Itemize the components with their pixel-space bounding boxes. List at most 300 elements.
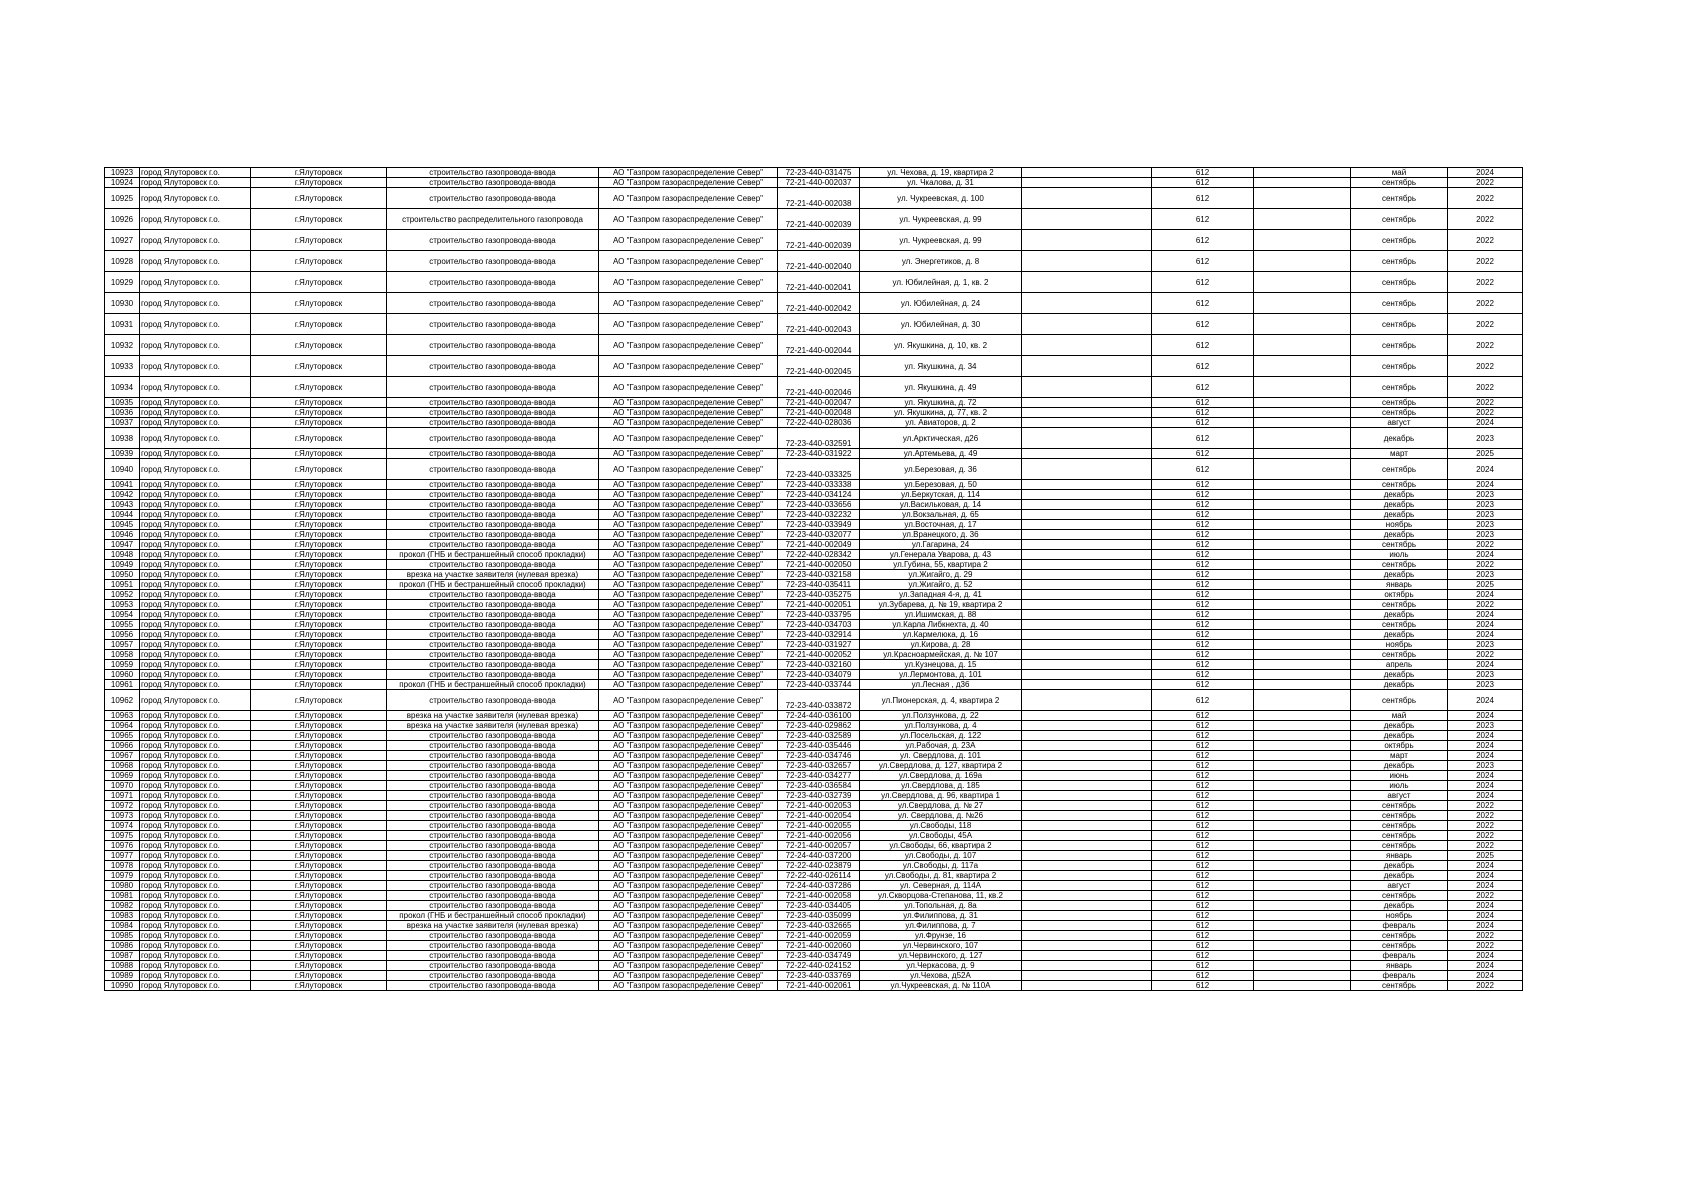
- cell-address: ул.Свердлова, д. 96, квартира 1: [860, 791, 1022, 801]
- cell-empty: [1022, 751, 1152, 761]
- cell-organization: АО "Газпром газораспределение Север": [599, 971, 778, 981]
- cell-year: 2022: [1448, 811, 1523, 821]
- cell-municipality: город Ялуторовск г.о.: [140, 630, 251, 640]
- cell-empty: [1022, 600, 1152, 610]
- cell-address: ул.Лермонтова, д. 101: [860, 670, 1022, 680]
- cell-work-type: строительство газопровода-ввода: [387, 761, 599, 771]
- cell-work-type: строительство газопровода-ввода: [387, 530, 599, 540]
- cell-year: 2024: [1448, 951, 1523, 961]
- table-row: [105, 981, 1523, 991]
- cell-empty: [1022, 951, 1152, 961]
- cell-settlement: г.Ялуторовск: [251, 314, 387, 335]
- cell-settlement: г.Ялуторовск: [251, 781, 387, 791]
- cell-work-type: строительство газопровода-ввода: [387, 630, 599, 640]
- cell-number: 10939: [105, 449, 140, 459]
- cell-work-type: строительство газопровода-ввода: [387, 620, 599, 630]
- cell-address: ул.Свободы, д. 107: [860, 851, 1022, 861]
- cell-settlement: г.Ялуторовск: [251, 831, 387, 841]
- cell-organization: АО "Газпром газораспределение Север": [599, 610, 778, 620]
- cell-organization: АО "Газпром газораспределение Север": [599, 891, 778, 901]
- cell-work-type: строительство газопровода-ввода: [387, 841, 599, 851]
- cell-number: 10966: [105, 741, 140, 751]
- cell-year: 2023: [1448, 570, 1523, 580]
- cell-cadastral-number: 72-23-440-032591: [778, 428, 860, 449]
- cell-settlement: г.Ялуторовск: [251, 490, 387, 500]
- cell-empty: [1022, 209, 1152, 230]
- cell-organization: АО "Газпром газораспределение Север": [599, 408, 778, 418]
- cell-organization: АО "Газпром газораспределение Север": [599, 751, 778, 761]
- cell-empty: [1254, 398, 1351, 408]
- cell-organization: АО "Газпром газораспределение Север": [599, 911, 778, 921]
- cell-empty: [1254, 428, 1351, 449]
- cell-work-type: врезка на участке заявителя (нулевая врезка): [387, 921, 599, 931]
- table-row: [105, 580, 1523, 590]
- cell-empty: [1254, 951, 1351, 961]
- cell-year: 2024: [1448, 741, 1523, 751]
- cell-year: 2024: [1448, 791, 1523, 801]
- cell-organization: АО "Газпром газораспределение Север": [599, 188, 778, 209]
- cell-number: 10962: [105, 690, 140, 711]
- cell-code: 612: [1152, 690, 1254, 711]
- cell-address: ул.Гагарина, 24: [860, 540, 1022, 550]
- cell-settlement: г.Ялуторовск: [251, 251, 387, 272]
- cell-municipality: город Ялуторовск г.о.: [140, 741, 251, 751]
- cell-year: 2022: [1448, 178, 1523, 188]
- table-row: [105, 971, 1523, 981]
- table-row: [105, 459, 1523, 480]
- cell-empty: [1022, 398, 1152, 408]
- cell-municipality: город Ялуторовск г.о.: [140, 771, 251, 781]
- cell-number: 10973: [105, 811, 140, 821]
- cell-work-type: строительство газопровода-ввода: [387, 178, 599, 188]
- cell-month: декабрь: [1351, 570, 1448, 580]
- cell-year: 2024: [1448, 921, 1523, 931]
- cell-year: 2024: [1448, 911, 1523, 921]
- cell-cadastral-number: 72-24-440-037286: [778, 881, 860, 891]
- cell-organization: АО "Газпром газораспределение Север": [599, 510, 778, 520]
- cell-year: 2022: [1448, 560, 1523, 570]
- cell-empty: [1022, 881, 1152, 891]
- cell-code: 612: [1152, 480, 1254, 490]
- cell-month: декабрь: [1351, 670, 1448, 680]
- cell-number: 10954: [105, 610, 140, 620]
- cell-cadastral-number: 72-23-440-033872: [778, 690, 860, 711]
- cell-work-type: строительство газопровода-ввода: [387, 791, 599, 801]
- cell-work-type: строительство газопровода-ввода: [387, 811, 599, 821]
- cell-work-type: строительство газопровода-ввода: [387, 801, 599, 811]
- cell-number: 10938: [105, 428, 140, 449]
- table-body: [105, 168, 1523, 991]
- cell-address: ул.Свободы, 45А: [860, 831, 1022, 841]
- cell-code: 612: [1152, 891, 1254, 901]
- cell-empty: [1022, 640, 1152, 650]
- cell-work-type: врезка на участке заявителя (нулевая врезка): [387, 711, 599, 721]
- cell-cadastral-number: 72-23-440-032739: [778, 791, 860, 801]
- cell-cadastral-number: 72-23-440-032589: [778, 731, 860, 741]
- cell-empty: [1254, 801, 1351, 811]
- cell-month: август: [1351, 791, 1448, 801]
- cell-address: ул. Якушкина, д. 49: [860, 377, 1022, 398]
- table-row: [105, 590, 1523, 600]
- cell-settlement: г.Ялуторовск: [251, 620, 387, 630]
- cell-empty: [1022, 650, 1152, 660]
- cell-settlement: г.Ялуторовск: [251, 209, 387, 230]
- cell-municipality: город Ялуторовск г.о.: [140, 811, 251, 821]
- cell-month: ноябрь: [1351, 911, 1448, 921]
- cell-empty: [1254, 961, 1351, 971]
- cell-cadastral-number: 72-23-440-032914: [778, 630, 860, 640]
- cell-work-type: строительство газопровода-ввода: [387, 871, 599, 881]
- cell-address: ул.Артемьева, д. 49: [860, 449, 1022, 459]
- cell-month: сентябрь: [1351, 293, 1448, 314]
- cell-municipality: город Ялуторовск г.о.: [140, 821, 251, 831]
- cell-cadastral-number: 72-23-440-034124: [778, 490, 860, 500]
- cell-empty: [1254, 781, 1351, 791]
- cell-empty: [1022, 630, 1152, 640]
- cell-municipality: город Ялуторовск г.о.: [140, 520, 251, 530]
- cell-empty: [1254, 490, 1351, 500]
- table-row: [105, 293, 1523, 314]
- cell-code: 612: [1152, 600, 1254, 610]
- cell-address: ул.Свободы, д. 117а: [860, 861, 1022, 871]
- cell-organization: АО "Газпром газораспределение Север": [599, 921, 778, 931]
- cell-empty: [1022, 610, 1152, 620]
- cell-code: 612: [1152, 640, 1254, 650]
- cell-address: ул.Генерала Уварова, д. 43: [860, 550, 1022, 560]
- cell-number: 10944: [105, 510, 140, 520]
- cell-year: 2023: [1448, 680, 1523, 690]
- cell-number: 10964: [105, 721, 140, 731]
- data-table: [104, 167, 1523, 991]
- cell-empty: [1254, 871, 1351, 881]
- cell-year: 2024: [1448, 901, 1523, 911]
- cell-work-type: строительство газопровода-ввода: [387, 741, 599, 751]
- cell-code: 612: [1152, 781, 1254, 791]
- cell-month: сентябрь: [1351, 841, 1448, 851]
- cell-code: 612: [1152, 398, 1254, 408]
- cell-month: сентябрь: [1351, 188, 1448, 209]
- table-row: [105, 550, 1523, 560]
- table-row: [105, 408, 1523, 418]
- cell-address: ул.Свердлова, д. 127, квартира 2: [860, 761, 1022, 771]
- cell-empty: [1254, 751, 1351, 761]
- cell-work-type: строительство газопровода-ввода: [387, 314, 599, 335]
- cell-municipality: город Ялуторовск г.о.: [140, 293, 251, 314]
- cell-municipality: город Ялуторовск г.о.: [140, 680, 251, 690]
- cell-organization: АО "Газпром газораспределение Север": [599, 981, 778, 991]
- cell-month: сентябрь: [1351, 931, 1448, 941]
- cell-work-type: строительство газопровода-ввода: [387, 861, 599, 871]
- cell-empty: [1254, 650, 1351, 660]
- cell-empty: [1254, 188, 1351, 209]
- cell-empty: [1254, 335, 1351, 356]
- cell-organization: АО "Газпром газораспределение Север": [599, 272, 778, 293]
- cell-year: 2024: [1448, 418, 1523, 428]
- cell-municipality: город Ялуторовск г.о.: [140, 971, 251, 981]
- cell-month: сентябрь: [1351, 801, 1448, 811]
- cell-month: сентябрь: [1351, 230, 1448, 251]
- cell-municipality: город Ялуторовск г.о.: [140, 530, 251, 540]
- cell-empty: [1254, 377, 1351, 398]
- cell-work-type: строительство газопровода-ввода: [387, 540, 599, 550]
- cell-year: 2023: [1448, 490, 1523, 500]
- cell-empty: [1254, 209, 1351, 230]
- table-row: [105, 480, 1523, 490]
- cell-code: 612: [1152, 630, 1254, 640]
- cell-empty: [1254, 761, 1351, 771]
- cell-empty: [1022, 741, 1152, 751]
- cell-work-type: строительство газопровода-ввода: [387, 821, 599, 831]
- cell-number: 10943: [105, 500, 140, 510]
- cell-month: декабрь: [1351, 530, 1448, 540]
- cell-municipality: город Ялуторовск г.о.: [140, 540, 251, 550]
- cell-organization: АО "Газпром газораспределение Север": [599, 251, 778, 272]
- table-row: [105, 209, 1523, 230]
- table-row: [105, 711, 1523, 721]
- cell-year: 2024: [1448, 590, 1523, 600]
- cell-code: 612: [1152, 851, 1254, 861]
- cell-settlement: г.Ялуторовск: [251, 751, 387, 761]
- cell-empty: [1022, 971, 1152, 981]
- cell-month: декабрь: [1351, 761, 1448, 771]
- cell-municipality: город Ялуторовск г.о.: [140, 981, 251, 991]
- cell-address: ул.Вранецкого, д. 36: [860, 530, 1022, 540]
- cell-empty: [1254, 841, 1351, 851]
- cell-work-type: строительство газопровода-ввода: [387, 398, 599, 408]
- cell-address: ул.Чехова, д52А: [860, 971, 1022, 981]
- cell-municipality: город Ялуторовск г.о.: [140, 428, 251, 449]
- cell-empty: [1254, 711, 1351, 721]
- cell-organization: АО "Газпром газораспределение Север": [599, 670, 778, 680]
- cell-settlement: г.Ялуторовск: [251, 911, 387, 921]
- cell-number: 10929: [105, 272, 140, 293]
- cell-address: ул.Черкасова, д. 9: [860, 961, 1022, 971]
- cell-month: март: [1351, 751, 1448, 761]
- cell-month: сентябрь: [1351, 891, 1448, 901]
- cell-organization: АО "Газпром газораспределение Север": [599, 771, 778, 781]
- cell-cadastral-number: 72-21-440-002058: [778, 891, 860, 901]
- cell-settlement: г.Ялуторовск: [251, 660, 387, 670]
- cell-organization: АО "Газпром газораспределение Север": [599, 640, 778, 650]
- table-row: [105, 620, 1523, 630]
- cell-address: ул.Березовая, д. 50: [860, 480, 1022, 490]
- cell-number: 10948: [105, 550, 140, 560]
- cell-organization: АО "Газпром газораспределение Север": [599, 841, 778, 851]
- cell-empty: [1254, 811, 1351, 821]
- cell-settlement: г.Ялуторовск: [251, 741, 387, 751]
- table-row: [105, 931, 1523, 941]
- cell-number: 10988: [105, 961, 140, 971]
- cell-address: ул.Кузнецова, д. 15: [860, 660, 1022, 670]
- cell-cadastral-number: 72-23-440-031922: [778, 449, 860, 459]
- cell-cadastral-number: 72-21-440-002053: [778, 801, 860, 811]
- cell-municipality: город Ялуторовск г.о.: [140, 690, 251, 711]
- cell-work-type: строительство газопровода-ввода: [387, 408, 599, 418]
- cell-work-type: строительство газопровода-ввода: [387, 731, 599, 741]
- cell-year: 2024: [1448, 971, 1523, 981]
- cell-municipality: город Ялуторовск г.о.: [140, 510, 251, 520]
- cell-address: ул.Скворцова-Степанова, 11, кв.2: [860, 891, 1022, 901]
- cell-address: ул. Якушкина, д. 72: [860, 398, 1022, 408]
- cell-code: 612: [1152, 931, 1254, 941]
- cell-cadastral-number: 72-23-440-034746: [778, 751, 860, 761]
- cell-code: 612: [1152, 188, 1254, 209]
- cell-organization: АО "Газпром газораспределение Север": [599, 791, 778, 801]
- table-row: [105, 168, 1523, 178]
- cell-organization: АО "Газпром газораспределение Север": [599, 851, 778, 861]
- cell-cadastral-number: 72-23-440-032232: [778, 510, 860, 520]
- cell-number: 10924: [105, 178, 140, 188]
- cell-number: 10978: [105, 861, 140, 871]
- cell-cadastral-number: 72-23-440-034079: [778, 670, 860, 680]
- cell-organization: АО "Газпром газораспределение Север": [599, 941, 778, 951]
- cell-address: ул. Якушкина, д. 77, кв. 2: [860, 408, 1022, 418]
- cell-month: декабрь: [1351, 490, 1448, 500]
- cell-settlement: г.Ялуторовск: [251, 590, 387, 600]
- cell-address: ул.Ползункова, д. 22: [860, 711, 1022, 721]
- cell-settlement: г.Ялуторовск: [251, 580, 387, 590]
- cell-month: сентябрь: [1351, 408, 1448, 418]
- cell-cadastral-number: 72-23-440-029862: [778, 721, 860, 731]
- cell-empty: [1254, 480, 1351, 490]
- cell-month: сентябрь: [1351, 981, 1448, 991]
- cell-work-type: строительство газопровода-ввода: [387, 690, 599, 711]
- cell-number: 10950: [105, 570, 140, 580]
- cell-empty: [1022, 560, 1152, 570]
- cell-work-type: строительство газопровода-ввода: [387, 356, 599, 377]
- cell-address: ул. Чехова, д. 19, квартира 2: [860, 168, 1022, 178]
- cell-number: 10980: [105, 881, 140, 891]
- cell-municipality: город Ялуторовск г.о.: [140, 418, 251, 428]
- cell-settlement: г.Ялуторовск: [251, 901, 387, 911]
- cell-address: ул. Энергетиков, д. 8: [860, 251, 1022, 272]
- cell-month: декабрь: [1351, 721, 1448, 731]
- cell-cadastral-number: 72-23-440-034277: [778, 771, 860, 781]
- cell-work-type: строительство газопровода-ввода: [387, 459, 599, 480]
- table-row: [105, 314, 1523, 335]
- cell-year: 2024: [1448, 861, 1523, 871]
- cell-work-type: строительство газопровода-ввода: [387, 251, 599, 272]
- cell-month: декабрь: [1351, 901, 1448, 911]
- cell-organization: АО "Газпром газораспределение Север": [599, 550, 778, 560]
- cell-empty: [1254, 981, 1351, 991]
- cell-month: март: [1351, 449, 1448, 459]
- cell-code: 612: [1152, 921, 1254, 931]
- table-row: [105, 841, 1523, 851]
- cell-empty: [1022, 570, 1152, 580]
- cell-month: май: [1351, 711, 1448, 721]
- cell-month: июнь: [1351, 771, 1448, 781]
- cell-settlement: г.Ялуторовск: [251, 188, 387, 209]
- cell-empty: [1022, 251, 1152, 272]
- cell-settlement: г.Ялуторовск: [251, 530, 387, 540]
- cell-settlement: г.Ялуторовск: [251, 550, 387, 560]
- cell-municipality: город Ялуторовск г.о.: [140, 831, 251, 841]
- cell-work-type: строительство газопровода-ввода: [387, 751, 599, 761]
- cell-settlement: г.Ялуторовск: [251, 650, 387, 660]
- cell-municipality: город Ялуторовск г.о.: [140, 459, 251, 480]
- cell-number: 10930: [105, 293, 140, 314]
- cell-address: ул. Чукреевская, д. 99: [860, 230, 1022, 251]
- cell-cadastral-number: 72-23-440-034405: [778, 901, 860, 911]
- cell-organization: АО "Газпром газораспределение Север": [599, 731, 778, 741]
- cell-settlement: г.Ялуторовск: [251, 600, 387, 610]
- cell-year: 2023: [1448, 530, 1523, 540]
- cell-empty: [1254, 911, 1351, 921]
- cell-cadastral-number: 72-23-440-033769: [778, 971, 860, 981]
- cell-work-type: строительство газопровода-ввода: [387, 781, 599, 791]
- cell-year: 2022: [1448, 356, 1523, 377]
- cell-empty: [1022, 490, 1152, 500]
- cell-code: 612: [1152, 821, 1254, 831]
- cell-municipality: город Ялуторовск г.о.: [140, 911, 251, 921]
- cell-settlement: г.Ялуторовск: [251, 510, 387, 520]
- cell-settlement: г.Ялуторовск: [251, 941, 387, 951]
- cell-empty: [1022, 272, 1152, 293]
- cell-code: 612: [1152, 540, 1254, 550]
- cell-cadastral-number: 72-23-440-035275: [778, 590, 860, 600]
- cell-code: 612: [1152, 550, 1254, 560]
- cell-settlement: г.Ялуторовск: [251, 630, 387, 640]
- cell-number: 10937: [105, 418, 140, 428]
- cell-number: 10990: [105, 981, 140, 991]
- cell-month: сентябрь: [1351, 178, 1448, 188]
- cell-empty: [1022, 721, 1152, 731]
- cell-empty: [1254, 891, 1351, 901]
- cell-municipality: город Ялуторовск г.о.: [140, 961, 251, 971]
- cell-empty: [1022, 791, 1152, 801]
- cell-number: 10949: [105, 560, 140, 570]
- table-row: [105, 630, 1523, 640]
- table-row: [105, 530, 1523, 540]
- cell-cadastral-number: 72-23-440-034749: [778, 951, 860, 961]
- table-row: [105, 251, 1523, 272]
- table-row: [105, 570, 1523, 580]
- cell-cadastral-number: 72-23-440-031927: [778, 640, 860, 650]
- table-row: [105, 272, 1523, 293]
- cell-organization: АО "Газпром газораспределение Север": [599, 861, 778, 871]
- cell-settlement: г.Ялуторовск: [251, 811, 387, 821]
- cell-empty: [1022, 188, 1152, 209]
- cell-organization: АО "Газпром газораспределение Север": [599, 490, 778, 500]
- cell-month: сентябрь: [1351, 811, 1448, 821]
- cell-address: ул.Свободы, 118: [860, 821, 1022, 831]
- cell-municipality: город Ялуторовск г.о.: [140, 356, 251, 377]
- cell-address: ул. Авиаторов, д. 2: [860, 418, 1022, 428]
- cell-cadastral-number: 72-23-440-031475: [778, 168, 860, 178]
- cell-code: 612: [1152, 791, 1254, 801]
- cell-municipality: город Ялуторовск г.о.: [140, 480, 251, 490]
- cell-year: 2024: [1448, 961, 1523, 971]
- cell-cadastral-number: 72-24-440-036100: [778, 711, 860, 721]
- cell-organization: АО "Газпром газораспределение Север": [599, 801, 778, 811]
- cell-address: ул.Рабочая, д. 23А: [860, 741, 1022, 751]
- cell-work-type: строительство газопровода-ввода: [387, 418, 599, 428]
- cell-municipality: город Ялуторовск г.о.: [140, 931, 251, 941]
- cell-code: 612: [1152, 272, 1254, 293]
- cell-cadastral-number: 72-21-440-002056: [778, 831, 860, 841]
- cell-settlement: г.Ялуторовск: [251, 881, 387, 891]
- cell-cadastral-number: 72-21-440-002046: [778, 377, 860, 398]
- cell-year: 2023: [1448, 520, 1523, 530]
- cell-organization: АО "Газпром газораспределение Север": [599, 530, 778, 540]
- cell-cadastral-number: 72-23-440-032657: [778, 761, 860, 771]
- cell-empty: [1022, 520, 1152, 530]
- cell-code: 612: [1152, 741, 1254, 751]
- cell-year: 2022: [1448, 408, 1523, 418]
- cell-settlement: г.Ялуторовск: [251, 951, 387, 961]
- cell-code: 612: [1152, 941, 1254, 951]
